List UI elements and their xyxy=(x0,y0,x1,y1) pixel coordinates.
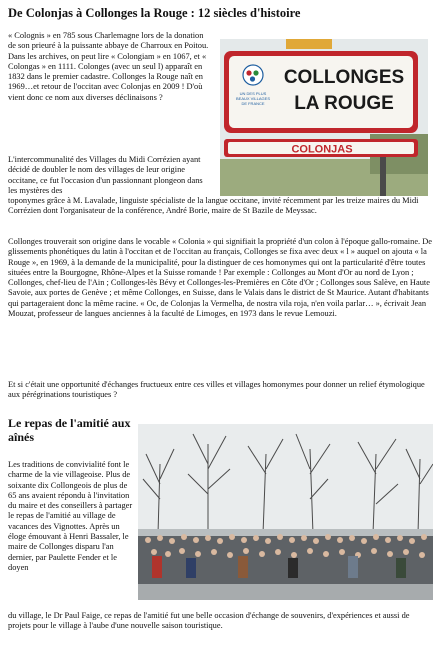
sign-illustration xyxy=(220,39,428,196)
sign-line-3: COLONJAS xyxy=(291,143,353,156)
intercommunality-paragraph-start: L'intercommunalité des Villages du Midi Corrézien ayant décidé de doubler le nom des villages de leur origine occitane, ce fut l'occasion d'un passionnant plongeon dans les mystères des xyxy=(8,155,203,195)
intercommunality-paragraph-end: toponymes grâce à M. Lavalade, linguiste spécialiste de la langue occitane, invité récemment par les treize maires du Midi Corrézien dont l'organisateur de la conférence, André Borie, maire de St Bazile de Meyssac. xyxy=(8,196,419,216)
intro-paragraph: « Colognis » en 785 sous Charlemagne lors de la donation de son prieuré à la puissante abbaye de Charroux en Poitou. Dans les archives, on peut lire « Colongiam » en 1067, et « Colongas » en 1111. Colonges (avec un seul l) apparaît en 1832 dans le premier cadastre. Collonges la Rouge naît en 1969…et retour de l'occitan avec Colonjas en 2009 ! D'où vient donc ce nom aux diverses déclinaisons ? xyxy=(8,31,209,102)
meal-paragraph-start: Les traditions de convivialité font le charme de la vie villageoise. Plus de soixante dix Collongeois de plus de 65 ans avaient répondu à l'invitation du maire et des conseillers à partager le repas de l'amitié au village de vacances des Vignottes. Après un éloge émouvant à Henri Bassaler, le maire de Collonges disparu l'an dernier, par Paulette Fender et le doyen xyxy=(8,460,133,572)
svg-text:DE FRANCE: DE FRANCE xyxy=(241,101,265,106)
svg-text:BEAUX VILLAGES: BEAUX VILLAGES xyxy=(235,96,271,101)
group-photo-illustration xyxy=(138,424,433,600)
article-title: De Colonjas à Collonges la Rouge : 12 siècles d'histoire xyxy=(8,6,301,20)
etymology-paragraph: Collonges trouverait son origine dans le vocable « Colonia » qui signifiait la propriété d'un colon à l'époque gallo-romaine. De glissements phonétiques du latin à l'occitan et de l'occitan au français, Collonges se fixa avec deux « l » auquel on ajouta « la Rouge », en 1969, à la demande de la municipalité, pour la distinguer de ces homonymes qui ont la particularité d'être toutes situées entre la Bourgogne, Rhône-Alpes et la Suisse romande ! Par exemple : Collonges au Mont d'Or au nord de Lyon ; Collonges, chef-lieu de l'Ain ; Collonges-lès Bévy et Collonges-les-Premières en Côte d'Or ; Collonges sous Salève, en Haute Savoie, aux portes de Genève ; et même Collonges, en Suisse, dans le Valais dans le district de St Maurice. Autant d'habitants qui partageraient donc la même racine. « Oc, de Colonjas la Vermelha, de nostra vila roja, n'en voila parlar… », écrivait Jean Mouzat, professeur de langues anciennes à la faculté de Limoges, en 1973 dans le revue Lemouzi. xyxy=(8,237,432,319)
sign-photo xyxy=(220,39,428,196)
sign-line-1: COLLONGES xyxy=(283,67,405,88)
group-photo xyxy=(138,424,433,600)
question-paragraph: Et si c'était une opportunité d'échanges fructueux entre ces villes et villages homonymes pour donner un relief étymologique aux pérégrinations touristiques ? xyxy=(8,380,425,400)
meal-paragraph-end: du village, le Dr Paul Faige, ce repas de l'amitié fut une belle occasion d'échange de souvenirs, d'expériences et aussi de projets pour le village à l'aube d'une nouvelle saison touristique. xyxy=(8,611,410,631)
sign-line-2: LA ROUGE xyxy=(294,93,394,114)
section-heading: Le repas de l'amitié aux aînés xyxy=(8,416,131,444)
svg-text:UN DES PLUS: UN DES PLUS xyxy=(239,91,267,96)
